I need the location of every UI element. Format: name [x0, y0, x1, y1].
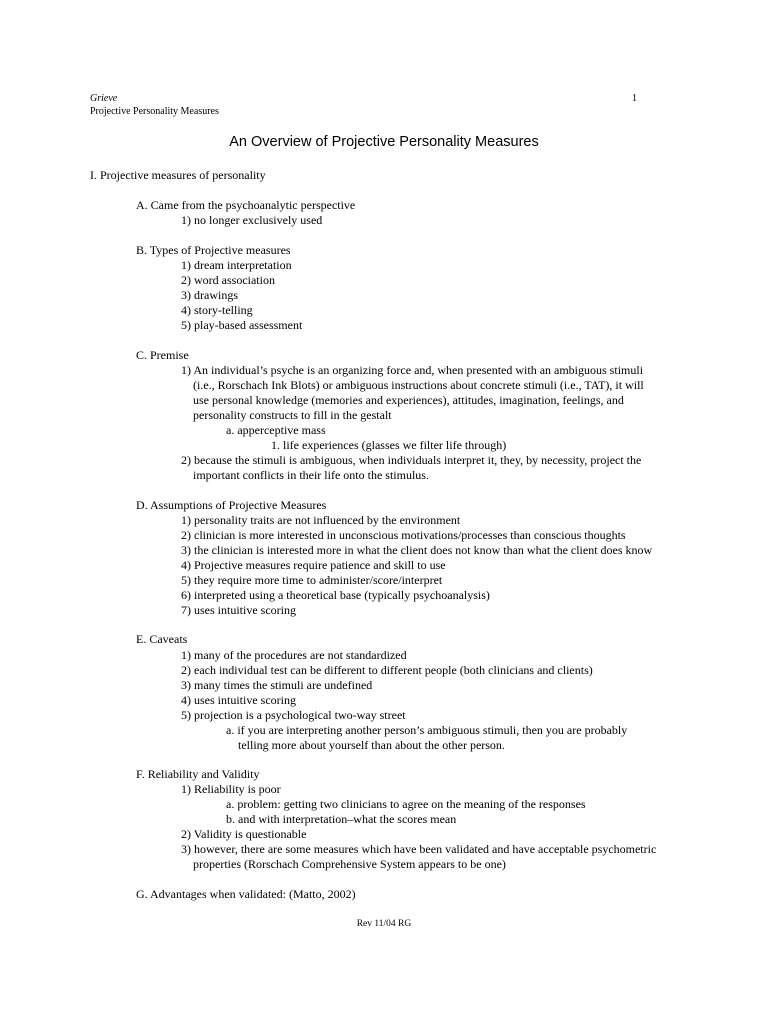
list-item: 1) no longer exclusively used — [181, 213, 323, 227]
list-item: 2) clinician is more interested in unconscious motivations/processes than conscious thoughts — [181, 528, 626, 542]
list-item: 2) word association — [181, 273, 275, 287]
list-item: 4) uses intuitive scoring — [181, 693, 296, 707]
list-item-continuation: use personal knowledge (memories and experiences), attitudes, imagination, feelings, and — [193, 393, 624, 407]
heading-a: A. Came from the psychoanalytic perspective — [136, 198, 356, 212]
list-item: 5) they require more time to administer/score/interpret — [181, 573, 443, 587]
sub-item: a. problem: getting two clinicians to agree on the meaning of the responses — [226, 797, 586, 811]
section-heading: I. Projective measures of personality — [90, 168, 266, 182]
document-title: An Overview of Projective Personality Measures — [229, 134, 539, 150]
list-item: 3) many times the stimuli are undefined — [181, 678, 373, 692]
header-running-title: Projective Personality Measures — [90, 106, 219, 117]
list-item-continuation: personality constructs to fill in the gestalt — [193, 408, 392, 422]
list-item: 3) the clinician is interested more in what the client does not know than what the client does know — [181, 543, 653, 557]
list-item-continuation: properties (Rorschach Comprehensive System appears to be one) — [193, 857, 506, 871]
list-item: 2) because the stimuli is ambiguous, when individuals interpret it, they, by necessity, project the — [181, 453, 642, 467]
heading-d: D. Assumptions of Projective Measures — [136, 498, 327, 512]
header-author: Grieve — [90, 93, 118, 104]
list-item: 1) dream interpretation — [181, 258, 292, 272]
list-item: 1) An individual’s psyche is an organizing force and, when presented with an ambiguous stimuli — [181, 363, 644, 377]
list-item: 7) uses intuitive scoring — [181, 603, 296, 617]
list-item: 3) however, there are some measures which have been validated and have acceptable psychometric — [181, 842, 657, 856]
list-item: 1) personality traits are not influenced by the environment — [181, 513, 461, 527]
list-item-continuation: (i.e., Rorschach Ink Blots) or ambiguous instructions about concrete stimuli (i.e., TAT), it will — [193, 378, 644, 392]
list-item: 3) drawings — [181, 288, 238, 302]
list-item: 4) story-telling — [181, 303, 253, 317]
heading-f: F. Reliability and Validity — [136, 767, 260, 781]
heading-e: E. Caveats — [136, 632, 188, 646]
list-item: 6) interpreted using a theoretical base (typically psychoanalysis) — [181, 588, 490, 602]
list-item: 2) each individual test can be different to different people (both clinicians and clients) — [181, 663, 593, 677]
heading-b: B. Types of Projective measures — [136, 243, 291, 257]
list-item: 2) Validity is questionable — [181, 827, 307, 841]
sub-sub-item: 1. life experiences (glasses we filter life through) — [271, 438, 507, 452]
sub-item: b. and with interpretation–what the scores mean — [226, 812, 457, 826]
heading-c: C. Premise — [136, 348, 189, 362]
list-item: 1) Reliability is poor — [181, 782, 281, 796]
list-item: 5) projection is a psychological two-way street — [181, 708, 406, 722]
list-item-continuation: important conflicts in their life onto the stimulus. — [193, 468, 429, 482]
sub-item: a. apperceptive mass — [226, 423, 326, 437]
sub-item: a. if you are interpreting another person’s ambiguous stimuli, then you are probably — [226, 723, 628, 737]
page-number: 1 — [632, 93, 637, 104]
footer-revision: Rev 11/04 RG — [356, 919, 412, 929]
list-item: 5) play-based assessment — [181, 318, 303, 332]
list-item: 1) many of the procedures are not standardized — [181, 648, 407, 662]
heading-g: G. Advantages when validated: (Matto, 2002) — [136, 887, 356, 901]
list-item: 4) Projective measures require patience and skill to use — [181, 558, 446, 572]
sub-item-continuation: telling more about yourself than about the other person. — [238, 738, 505, 752]
